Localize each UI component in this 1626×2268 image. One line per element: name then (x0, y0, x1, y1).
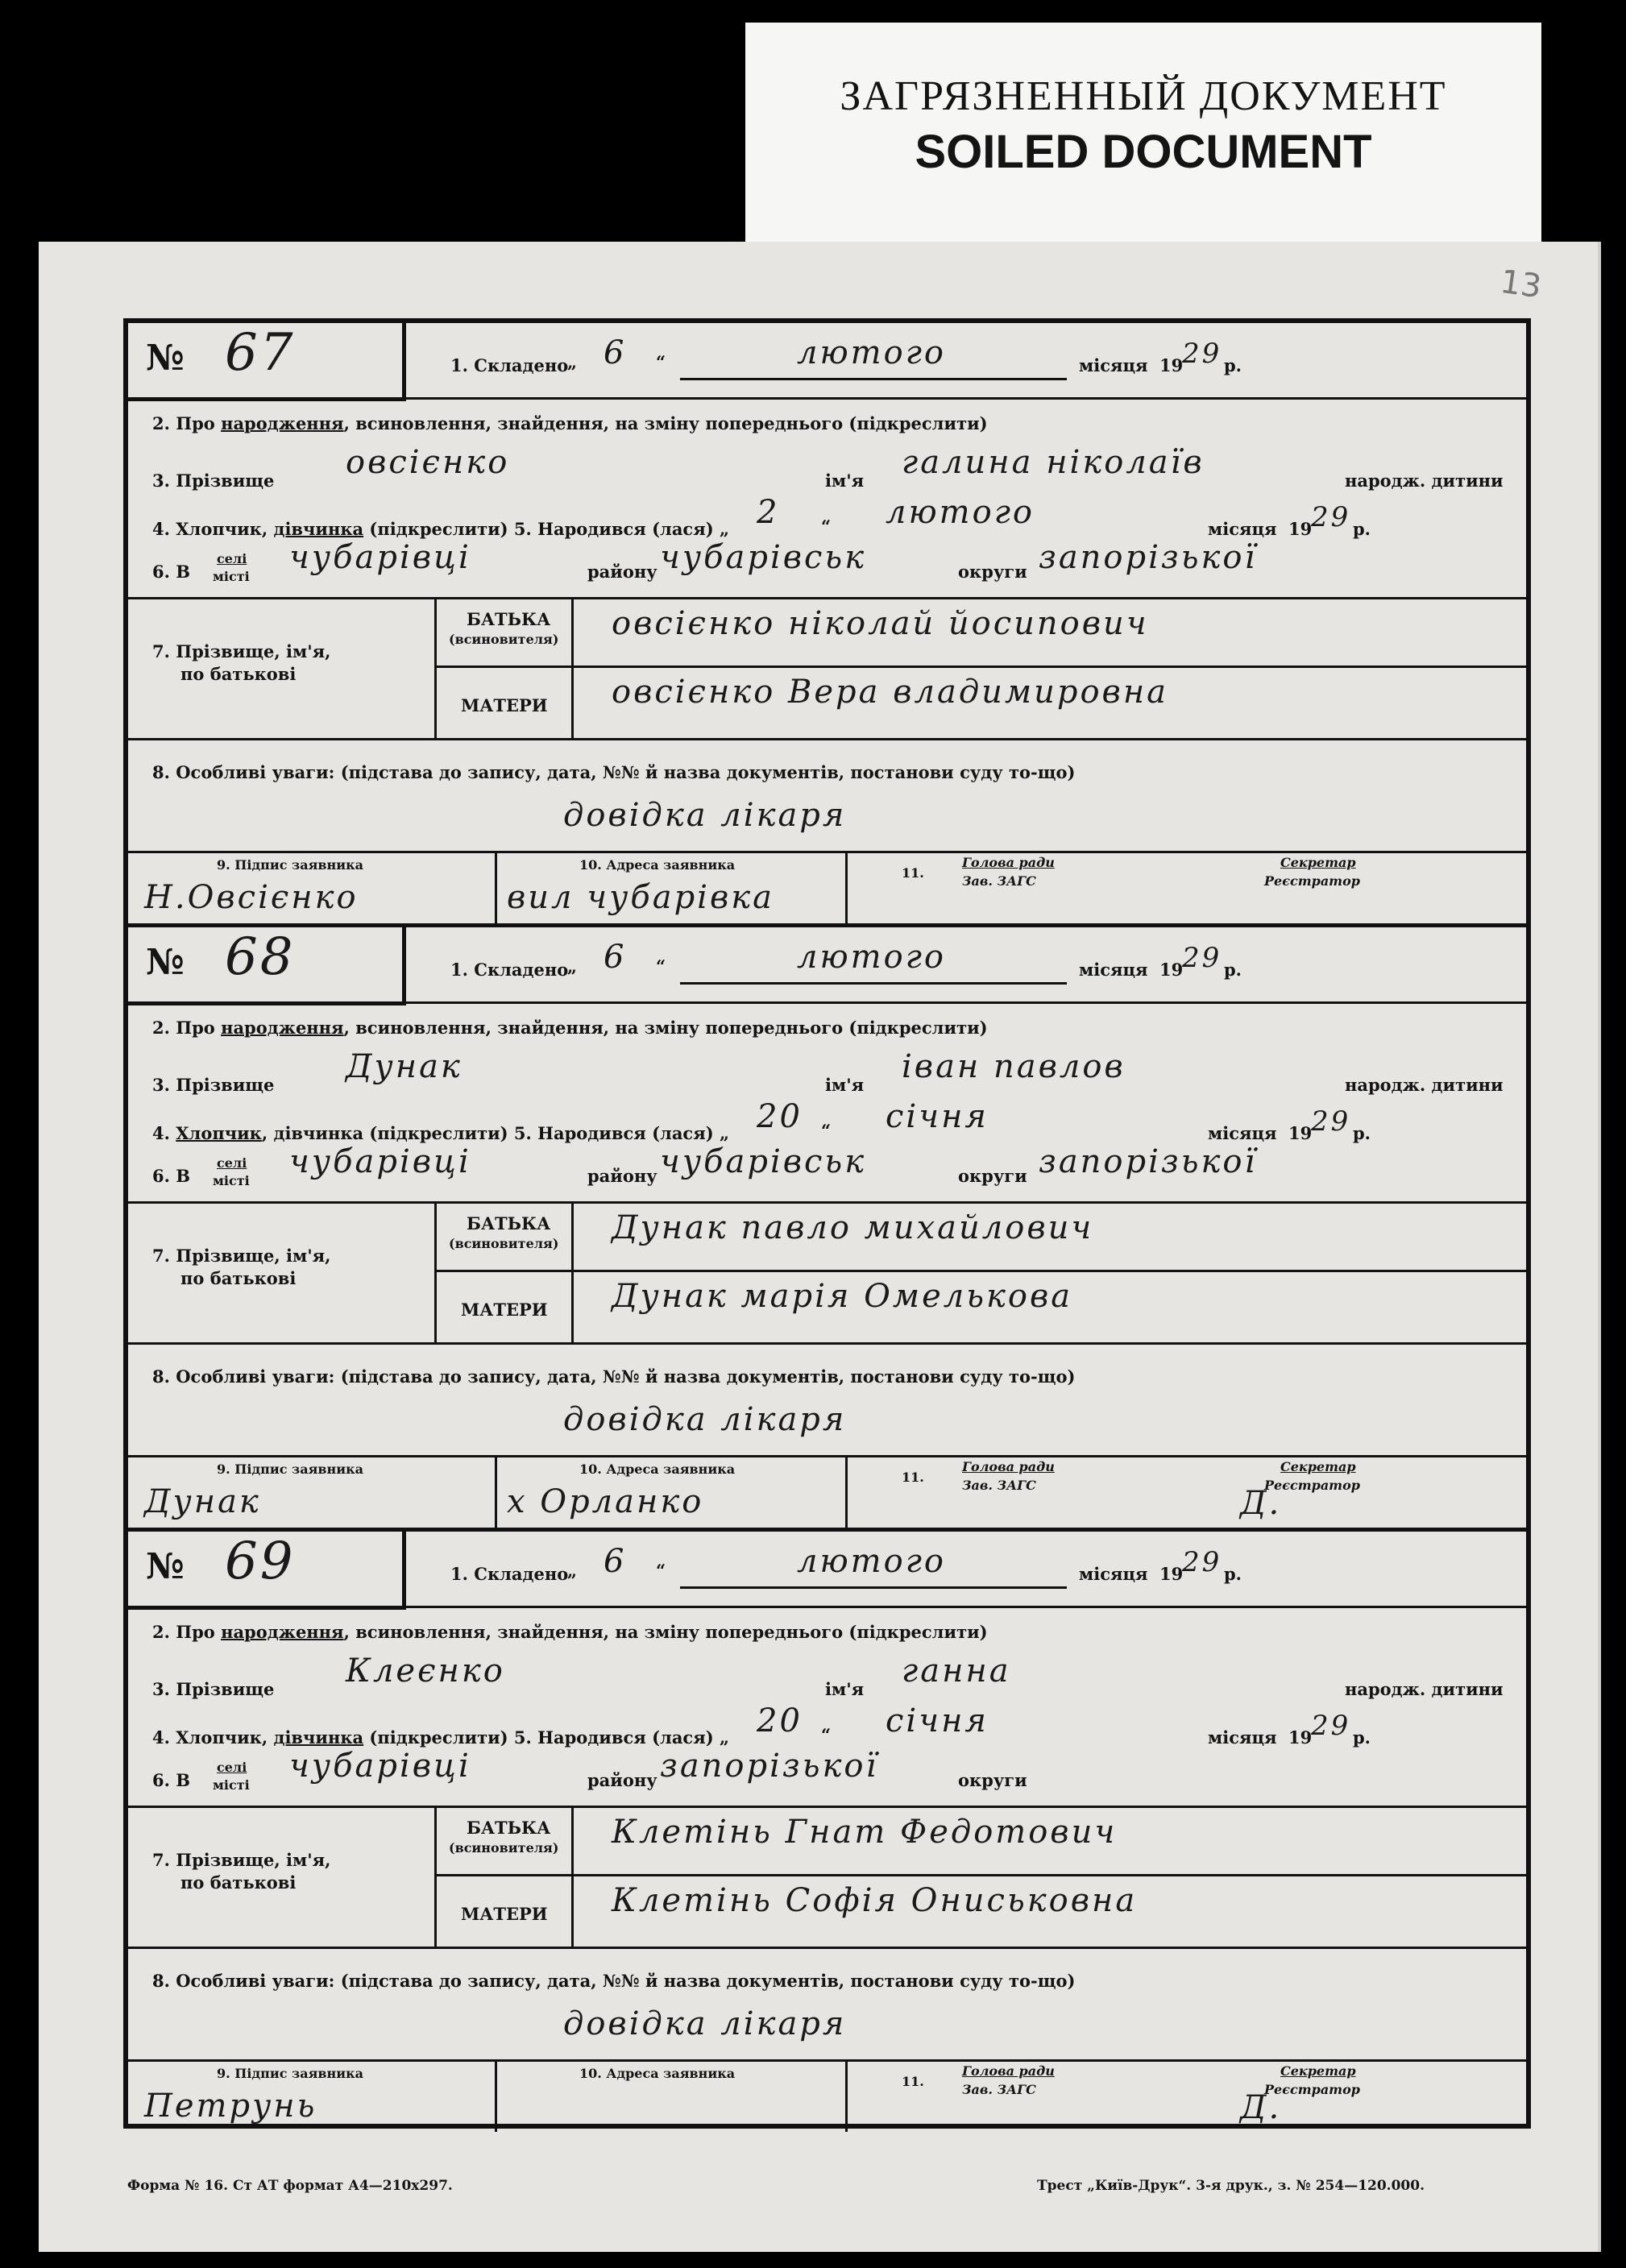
form-footer-right: Трест „Київ-Друк“. 3-я друк., з. № 254—120.000. (1037, 2178, 1425, 2194)
born-year: 29 (1311, 1710, 1351, 1742)
remarks-label: 8. Особливі уваги: (підстава до запису, дата, №№ й назва документів, постанови суду то-що) (152, 1971, 1076, 1991)
born-label: 5. Народився (513, 1727, 646, 1748)
composed-year: 29 (1182, 338, 1222, 370)
col-divider (495, 1455, 497, 1528)
number-symbol: № (146, 942, 185, 983)
place-label: 6. В (152, 1770, 190, 1790)
father-label: БАТЬКА (467, 609, 551, 629)
option-birth: народження (221, 1018, 344, 1038)
quote-close: “ (656, 1561, 666, 1581)
gender-girl: дівчинка (273, 1123, 364, 1143)
col-divider (845, 851, 848, 923)
place-region: запорізької (1039, 1143, 1258, 1180)
born-label: 5. Народився (513, 519, 646, 539)
applicant-signature: Дунак (144, 1483, 261, 1520)
option-found: знайдення (497, 413, 604, 433)
place-region: запорізької (1039, 539, 1258, 576)
born-year-prefix: 19 (1288, 519, 1313, 539)
row-divider (128, 1342, 1526, 1345)
address-label: 10. Адреса заявника (579, 1462, 736, 1477)
mother-label: МАТЕРИ (461, 1904, 548, 1924)
dotted-line (680, 378, 1067, 380)
child-label: народж. дитини (1345, 1075, 1504, 1095)
town-label: місті (213, 1777, 250, 1793)
official-signature: Д. (1240, 1485, 1282, 1522)
applicant-signature: Петрунь (144, 2088, 317, 2125)
option-birth: народження (221, 1622, 344, 1642)
composed-label: 1. Складено (450, 1564, 569, 1584)
secretary-label: Секретар (1280, 2063, 1356, 2079)
child-name: галина ніколаїв (902, 444, 1205, 481)
gender-boy: Хлопчик (176, 1123, 262, 1143)
quote-close: “ (656, 352, 666, 372)
month-label: місяця (1079, 355, 1148, 375)
birth-record (128, 323, 1526, 927)
option-adoption: всиновлення (355, 413, 486, 433)
official-label: 11. (902, 1470, 924, 1485)
head-zags-label: Зав. ЗАГС (962, 1478, 1036, 1493)
parents-divider (434, 665, 1526, 668)
remarks-label: 8. Особливі уваги: (підстава до запису, дата, №№ й назва документів, постанови суду то-що) (152, 762, 1076, 782)
official-label: 11. (902, 865, 924, 881)
parents-divider (434, 1874, 1526, 1876)
form-footer-left: Форма № 16. Ст АТ формат А4—210х297. (127, 2178, 453, 2194)
composed-day: 6 (604, 1543, 627, 1580)
born-month-label: місяця (1208, 1727, 1277, 1748)
option-adoption: всиновлення (355, 1622, 486, 1642)
label-english: SOILED DOCUMENT (915, 126, 1372, 178)
composed-month: лютого (797, 334, 946, 371)
address-label: 10. Адреса заявника (579, 857, 736, 873)
row-divider (128, 2059, 1526, 2062)
place-village: чубарівці (289, 539, 471, 576)
official-signature: Д. (1240, 2089, 1282, 2126)
region-label: округи (958, 562, 1027, 582)
parents-label-2: по батькові (180, 664, 297, 684)
quote-close-born: “ (821, 1725, 832, 1745)
composed-year: 29 (1182, 942, 1222, 974)
quote-close: “ (656, 956, 666, 976)
signature-label: 9. Підпис заявника (217, 857, 364, 873)
gender-note: (підкреслити) (369, 1727, 508, 1748)
father-sublabel: (всиновителя) (449, 632, 559, 647)
year-prefix: 19 (1159, 960, 1184, 980)
born-month: січня (886, 1702, 989, 1739)
row-divider (128, 1606, 1526, 1608)
row-divider (128, 1001, 1526, 1004)
born-year-suffix: р. (1353, 1123, 1371, 1143)
place-village: чубарівці (289, 1143, 471, 1180)
about-prefix: 2. Про (152, 1018, 215, 1038)
composed-year: 29 (1182, 1546, 1222, 1578)
page-number: 13 (1498, 263, 1544, 306)
name-label: ім'я (825, 1679, 865, 1699)
mother-name: Клетінь Софія Ониськовна (612, 1882, 1138, 1919)
month-label: місяця (1079, 1564, 1148, 1584)
district-label: району (587, 1770, 657, 1790)
mother-name: овсієнко Вера владимировна (612, 674, 1169, 711)
year-prefix: 19 (1159, 1564, 1184, 1584)
father-sublabel: (всиновителя) (449, 1236, 559, 1251)
register-page (39, 242, 1601, 2252)
underline-note: (підкреслити) (848, 1018, 988, 1038)
applicant-signature: Н.Овсієнко (144, 879, 359, 916)
place-label: 6. В (152, 562, 190, 582)
dotted-line (680, 1586, 1067, 1589)
village-label: селі (217, 1155, 247, 1171)
parents-label-2: по батькові (180, 1872, 297, 1893)
gender-boy: Хлопчик (176, 1727, 262, 1748)
surname-label: 3. Прізвище (152, 1075, 275, 1095)
registrar-label: Реєстратор (1264, 873, 1360, 889)
secretary-label: Секретар (1280, 855, 1356, 870)
born-day: 20 (757, 1098, 803, 1135)
quote-close-born: “ (821, 1121, 832, 1141)
gender-label: 4. Хлопчик, дівчинка (підкреслити) 5. Народився (лася) „ (152, 1727, 730, 1748)
place-label: 6. В (152, 1166, 190, 1186)
col-divider (845, 2059, 848, 2132)
born-month-label: місяця (1208, 519, 1277, 539)
option-change: на зміну попереднього (615, 1018, 844, 1038)
gender-label: 4. Хлопчик, дівчинка (підкреслити) 5. Народився (лася) „ (152, 1123, 730, 1143)
col-divider (495, 851, 497, 923)
remarks-label: 8. Особливі уваги: (підстава до запису, дата, №№ й назва документів, постанови суду то-що) (152, 1366, 1076, 1387)
col-divider (845, 1455, 848, 1528)
row-divider (128, 397, 1526, 400)
official-label: 11. (902, 2074, 924, 2089)
region-label: округи (958, 1770, 1027, 1790)
child-surname: Клеєнко (346, 1652, 505, 1690)
number-symbol: № (146, 1546, 185, 1587)
mother-name: Дунак марія Омелькова (612, 1278, 1073, 1315)
year-suffix: р. (1224, 1564, 1242, 1584)
composed-label: 1. Складено (450, 355, 569, 375)
year-suffix: р. (1224, 355, 1242, 375)
composed-month: лютого (797, 939, 946, 976)
parents-label: 7. Прізвище, ім'я, (152, 1246, 331, 1266)
signature-label: 9. Підпис заявника (217, 1462, 364, 1477)
town-label: місті (213, 1173, 250, 1188)
village-label: селі (217, 551, 247, 566)
label-russian: ЗАГРЯЗНЕННЫЙ ДОКУМЕНТ (840, 73, 1447, 119)
born-suffix: (лася) (652, 1123, 714, 1143)
remarks-text: довідка лікаря (563, 1401, 847, 1438)
about-label: 2. Про народження, всиновлення, знайдення, на зміну попереднього (підкреслити) (152, 413, 988, 433)
about-prefix: 2. Про (152, 413, 215, 433)
born-year-prefix: 19 (1288, 1123, 1313, 1143)
child-surname: овсієнко (346, 444, 510, 481)
composed-day: 6 (604, 334, 627, 371)
record-number-box (128, 1532, 406, 1610)
row-divider (128, 851, 1526, 853)
address-label: 10. Адреса заявника (579, 2066, 736, 2081)
head-council-label: Голова ради (962, 855, 1055, 870)
parents-label: 7. Прізвище, ім'я, (152, 641, 331, 661)
gender-note: (підкреслити) (369, 1123, 508, 1143)
option-change: на зміну попереднього (615, 413, 844, 433)
born-month-label: місяця (1208, 1123, 1277, 1143)
born-suffix: (лася) (652, 1727, 714, 1748)
remarks-text: довідка лікаря (563, 797, 847, 834)
record-number: 69 (225, 1532, 296, 1591)
born-year-suffix: р. (1353, 1727, 1371, 1748)
child-surname: Дунак (346, 1048, 462, 1085)
head-zags-label: Зав. ЗАГС (962, 2082, 1036, 2097)
child-label: народж. дитини (1345, 471, 1504, 491)
birth-record (128, 927, 1526, 1532)
col-divider (495, 2059, 497, 2132)
born-year-suffix: р. (1353, 519, 1371, 539)
gender-boy: Хлопчик (176, 519, 262, 539)
father-label: БАТЬКА (467, 1818, 551, 1838)
row-divider (128, 738, 1526, 740)
quote-open: „ (567, 1561, 578, 1581)
place-village: чубарівці (289, 1748, 471, 1785)
about-label: 2. Про народження, всиновлення, знайдення, на зміну попереднього (підкреслити) (152, 1018, 988, 1038)
option-birth: народження (221, 413, 344, 433)
about-label: 2. Про народження, всиновлення, знайдення, на зміну попереднього (підкреслити) (152, 1622, 988, 1642)
row-divider (128, 1201, 1526, 1204)
born-suffix: (лася) (652, 519, 714, 539)
head-council-label: Голова ради (962, 1459, 1055, 1474)
gender-note: (підкреслити) (369, 519, 508, 539)
signature-label: 9. Підпис заявника (217, 2066, 364, 2081)
secretary-label: Секретар (1280, 1459, 1356, 1474)
composed-label: 1. Складено (450, 960, 569, 980)
born-day: 20 (757, 1702, 803, 1739)
record-number-box (128, 927, 406, 1005)
father-name: Дунак павло михайлович (612, 1209, 1094, 1246)
quote-open: „ (567, 352, 578, 372)
place-district: чубарівськ (660, 1143, 867, 1180)
surname-label: 3. Прізвище (152, 471, 275, 491)
row-divider (128, 1947, 1526, 1949)
option-adoption: всиновлення (355, 1018, 486, 1038)
mother-label: МАТЕРИ (461, 1300, 548, 1320)
village-label: селі (217, 1760, 247, 1775)
quote-close-born: “ (821, 516, 832, 537)
option-found: знайдення (497, 1018, 604, 1038)
gender-girl: дівчинка (273, 1727, 364, 1748)
child-name: іван павлов (902, 1048, 1126, 1085)
name-label: ім'я (825, 471, 865, 491)
parents-label: 7. Прізвище, ім'я, (152, 1850, 331, 1870)
composed-month: лютого (797, 1543, 946, 1580)
remarks-text: довідка лікаря (563, 2005, 847, 2042)
born-label: 5. Народився (513, 1123, 646, 1143)
born-year-prefix: 19 (1288, 1727, 1313, 1748)
applicant-address: х Орланко (507, 1483, 704, 1520)
underline-note: (підкреслити) (848, 413, 988, 433)
row-divider (128, 1455, 1526, 1457)
place-district: чубарівськ (660, 539, 867, 576)
father-sublabel: (всиновителя) (449, 1840, 559, 1855)
town-label: місті (213, 569, 250, 584)
head-zags-label: Зав. ЗАГС (962, 873, 1036, 889)
month-label: місяця (1079, 960, 1148, 980)
child-name: ганна (902, 1652, 1011, 1690)
record-number: 68 (225, 927, 296, 987)
row-divider (128, 597, 1526, 599)
district-label: району (587, 562, 657, 582)
row-divider (128, 1806, 1526, 1808)
head-council-label: Голова ради (962, 2063, 1055, 2079)
birth-record (128, 1532, 1526, 2132)
father-name: Клетінь Гнат Федотович (612, 1814, 1118, 1851)
born-year: 29 (1311, 1105, 1351, 1138)
place-district: запорізької (660, 1748, 879, 1785)
applicant-address: вил чубарівка (507, 879, 774, 916)
quote-open: „ (567, 956, 578, 976)
name-label: ім'я (825, 1075, 865, 1095)
composed-day: 6 (604, 939, 627, 976)
surname-label: 3. Прізвище (152, 1679, 275, 1699)
child-label: народж. дитини (1345, 1679, 1504, 1699)
year-suffix: р. (1224, 960, 1242, 980)
register-frame (123, 318, 1531, 2129)
parents-divider (434, 1270, 1526, 1272)
born-month: лютого (886, 494, 1035, 531)
underline-note: (підкреслити) (848, 1622, 988, 1642)
about-prefix: 2. Про (152, 1622, 215, 1642)
option-change: на зміну попереднього (615, 1622, 844, 1642)
parents-label-2: по батькові (180, 1268, 297, 1288)
born-year: 29 (1311, 501, 1351, 533)
year-prefix: 19 (1159, 355, 1184, 375)
region-label: округи (958, 1166, 1027, 1186)
district-label: району (587, 1166, 657, 1186)
soiled-document-label (745, 23, 1541, 243)
father-name: овсієнко ніколай йосипович (612, 605, 1149, 642)
dotted-line (680, 982, 1067, 985)
born-month: січня (886, 1098, 989, 1135)
registrar-label: Реєстратор (1264, 2082, 1360, 2097)
gender-girl: дівчинка (273, 519, 364, 539)
record-number-box (128, 323, 406, 401)
father-label: БАТЬКА (467, 1213, 551, 1234)
registrar-label: Реєстратор (1264, 1478, 1360, 1493)
mother-label: МАТЕРИ (461, 695, 548, 715)
record-number: 67 (225, 323, 296, 383)
option-found: знайдення (497, 1622, 604, 1642)
gender-label: 4. Хлопчик, дівчинка (підкреслити) 5. Народився (лася) „ (152, 519, 730, 539)
number-symbol: № (146, 338, 185, 379)
born-day: 2 (757, 494, 780, 531)
